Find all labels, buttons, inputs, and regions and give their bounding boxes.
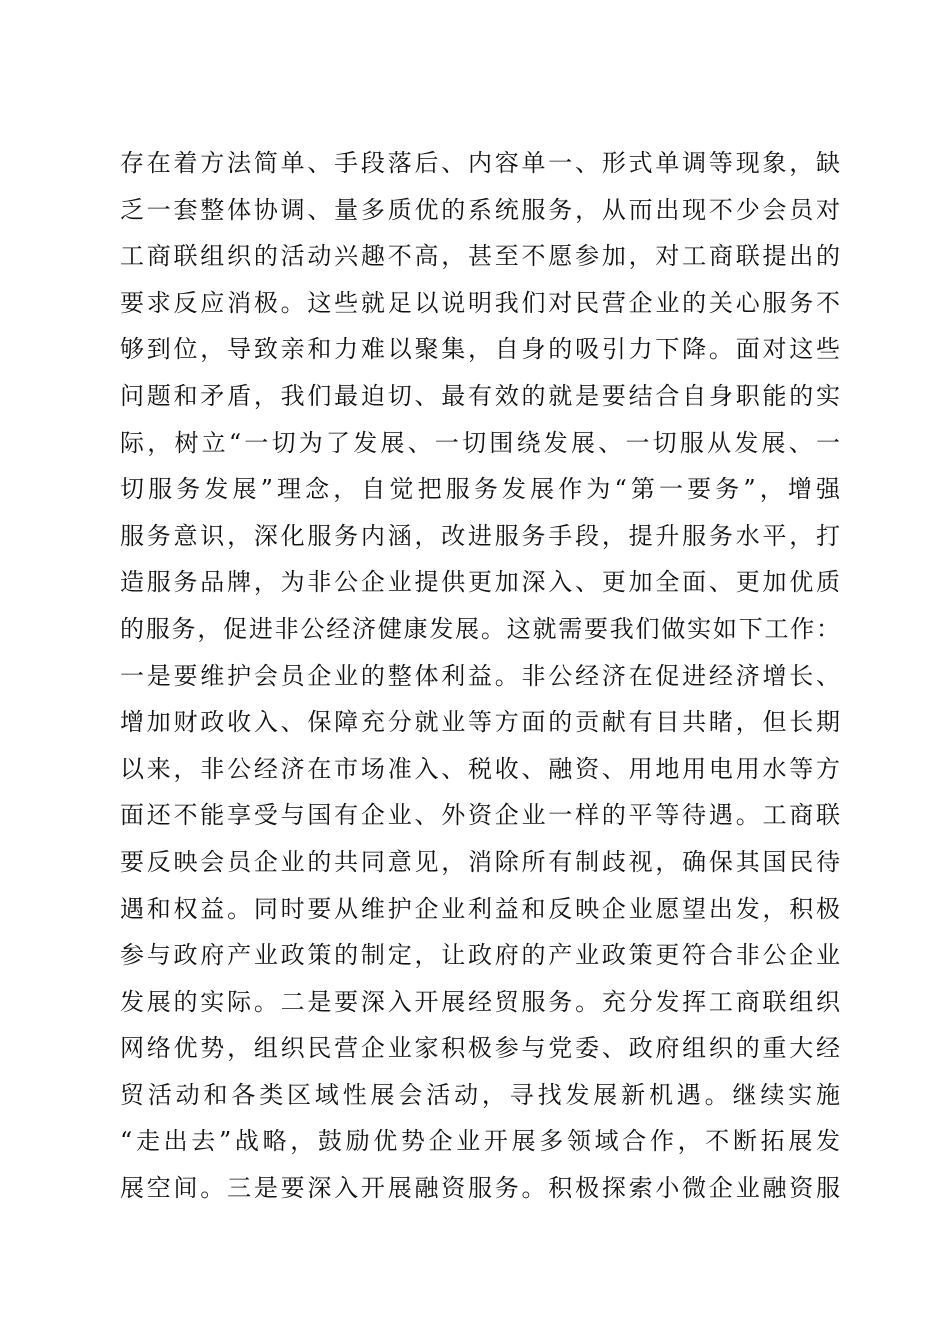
text-line: 切服务发展”理念，自觉把服务发展作为“第一要务”，增强	[120, 475, 840, 504]
text-line: 够到位，导致亲和力难以聚集，自身的吸引力下降。面对这些	[120, 335, 840, 364]
text-line: 参与政府产业政策的制定，让政府的产业政策更符合非公企业	[120, 941, 840, 970]
text-line: 展空间。三是要深入开展融资服务。积极探索小微企业融资服	[120, 1174, 840, 1203]
text-line: 发展的实际。二是要深入开展经贸服务。充分发挥工商联组织	[120, 987, 840, 1016]
text-line: 问题和矛盾，我们最迫切、最有效的就是要结合自身职能的实	[120, 381, 840, 410]
text-line: 网络优势，组织民营企业家积极参与党委、政府组织的重大经	[120, 1034, 840, 1063]
text-line: 要求反应消极。这些就足以说明我们对民营企业的关心服务不	[120, 288, 840, 317]
text-line: 工商联组织的活动兴趣不高，甚至不愿参加，对工商联提出的	[120, 242, 840, 271]
text-line: 造服务品牌，为非公企业提供更加深入、更加全面、更加优质	[120, 568, 840, 597]
text-line: 的服务，促进非公经济健康发展。这就需要我们做实如下工作：	[120, 614, 840, 643]
text-line: 存在着方法简单、手段落后、内容单一、形式单调等现象，缺	[120, 149, 840, 177]
text-line: 以来，非公经济在市场准入、税收、融资、用地用电用水等方	[120, 754, 840, 783]
text-line: 一是要维护会员企业的整体利益。非公经济在促进经济增长、	[120, 661, 840, 690]
text-line: 乏一套整体协调、量多质优的系统服务，从而出现不少会员对	[120, 195, 840, 224]
text-line: 服务意识，深化服务内涵，改进服务手段，提升服务水平，打	[120, 521, 840, 550]
body-text	[120, 140, 840, 1212]
text-line: 际，树立“一切为了发展、一切围绕发展、一切服从发展、一	[120, 428, 840, 457]
text-line: “走出去”战略，鼓励优势企业开展多领域合作，不断拓展发	[120, 1127, 840, 1156]
text-line: 遇和权益。同时要从维护企业利益和反映企业愿望出发，积极	[120, 894, 840, 923]
text-line: 增加财政收入、保障充分就业等方面的贡献有目共睹，但长期	[120, 708, 840, 737]
text-line: 贸活动和各类区域性展会活动，寻找发展新机遇。继续实施	[120, 1080, 840, 1109]
text-line: 要反映会员企业的共同意见，消除所有制歧视，确保其国民待	[120, 847, 840, 876]
text-line: 面还不能享受与国有企业、外资企业一样的平等待遇。工商联	[120, 801, 840, 830]
